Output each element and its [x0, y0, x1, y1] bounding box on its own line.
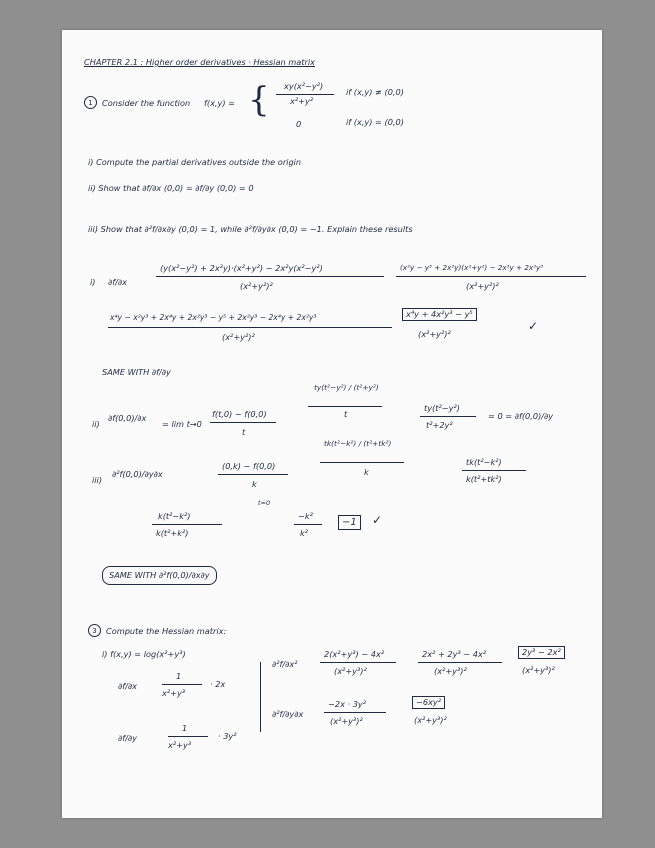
p3-d2x-lhs: ∂²f/∂x² [272, 659, 298, 669]
sol-iii-frac1-den: k [252, 479, 257, 489]
fraction-bar [168, 736, 208, 737]
sol-ii-frac3-num: ty(t²−y²) [424, 403, 460, 413]
sol-iii-line2-den: k(t²+k²) [156, 528, 189, 538]
same-with-note-2: SAME WITH ∂²f(0,0)/∂x∂y [102, 566, 217, 585]
fraction-bar [276, 94, 334, 95]
fraction-bar [320, 462, 404, 463]
sol-ii-frac1-den: t [242, 427, 246, 437]
p3-dyx-result-den: (x²+y³)² [414, 715, 447, 725]
p3-dfdx-num: 1 [176, 671, 182, 681]
sol-i-line1-rhs-num: (x²y − y³ + 2x²y)(x²+y²) − 2x³y + 2x²y³ [400, 263, 544, 272]
p3-dfdy-den: x²+y³ [168, 740, 192, 750]
sol-iii-frac3-num: tk(t²−k²) [466, 457, 502, 467]
page-title: CHAPTER 2.1 : Higher order derivatives · Hessian matrix [84, 57, 315, 67]
p3-d2x-result-num: 2y³ − 2x² [518, 646, 565, 659]
sol-i-line1-rhs-den: (x²+y²)² [466, 281, 499, 291]
p3-dfdx-tail: · 2x [210, 679, 226, 689]
sol-ii-frac3-den: t²+2y² [426, 420, 453, 430]
problem-number: 3 [88, 624, 101, 637]
sol-iii-line2-num2: −k² [298, 511, 313, 521]
divider [260, 662, 261, 732]
fraction-bar [294, 524, 322, 525]
sol-i-boxed-den: (x²+y²)² [418, 329, 451, 339]
sol-iii-line2-den2: k² [300, 528, 309, 538]
problem3-part-i: i) f(x,y) = log(x²+y³) [102, 649, 186, 659]
part-iii-text: iii) Show that ∂²f/∂x∂y (0,0) = 1, while ∂²f/∂y∂x (0,0) = −1. Explain these results [88, 224, 413, 234]
fraction-bar [420, 416, 476, 417]
p3-dyx-result-num: −6xy² [412, 696, 445, 709]
case2-condition: if (x,y) = (0,0) [346, 117, 404, 127]
sol-ii-frac2-den: t [344, 409, 348, 419]
case1-denominator: x²+y² [290, 96, 314, 106]
sol-iii-frac2-num: tk(t²−k²) / (t²+tk²) [324, 439, 392, 448]
p3-dfdy-lhs: ∂f/∂y [118, 733, 137, 743]
p3-dyx-num: −2x · 3y² [328, 699, 367, 709]
p3-dyx-den: (x²+y³)² [330, 716, 363, 726]
sol-iii-label: iii) [92, 475, 103, 485]
fraction-bar [218, 474, 288, 475]
sol-i-label: i) [90, 277, 96, 287]
p3-d2x-mid-den: (x²+y³)² [434, 666, 467, 676]
sol-i-line2-num: x⁴y − x²y³ + 2x⁴y + 2x²y³ − y⁵ + 2x²y³ − 2x⁴y + 2x²y³ [110, 313, 317, 322]
sol-i-line1-den: (x²+y²)² [240, 281, 273, 291]
same-with-note: SAME WITH ∂f/∂y [102, 367, 171, 377]
sol-iii-frac1-num: (0,k) − f(0,0) [222, 461, 276, 471]
fraction-bar [418, 662, 502, 663]
p3-dfdx-den: x²+y³ [162, 688, 186, 698]
p3-dfdx-lhs: ∂f/∂x [118, 681, 137, 691]
p3-dfdy-tail: · 3y² [218, 731, 237, 741]
p3-dyx-lhs: ∂²f/∂y∂x [272, 709, 304, 719]
fraction-bar [324, 712, 386, 713]
check-mark: ✓ [528, 319, 539, 333]
sol-iii-result-box: −1 [338, 515, 361, 530]
part-i-text: i) Compute the partial derivatives outside the origin [88, 157, 302, 167]
p3-d2x-mid-num: 2x² + 2y³ − 4x² [422, 649, 487, 659]
case1-numerator: xy(x²−y²) [284, 81, 324, 91]
check-mark: ✓ [372, 513, 383, 527]
case2-value: 0 [296, 119, 302, 129]
notebook-page [62, 30, 602, 818]
sol-iii-line2-mid: t=0 [258, 499, 271, 507]
sol-iii-lhs: ∂²f(0,0)/∂y∂x [112, 469, 163, 479]
function-lhs: f(x,y) = [204, 98, 236, 108]
fraction-bar [320, 662, 396, 663]
sol-ii-frac2-num: ty(t²−y²) / (t²+y²) [314, 383, 379, 392]
fraction-bar [308, 406, 382, 407]
sol-i-line1-num: (y(x²−y²) + 2x²y)·(x²+y²) − 2x²y(x²−y²) [160, 263, 323, 273]
sol-ii-lim: = lim t→0 [162, 419, 202, 429]
sol-ii-label: ii) [92, 419, 100, 429]
fraction-bar [152, 524, 222, 525]
fraction-bar [396, 276, 586, 277]
sol-i-line2-den: (x²+y²)² [222, 332, 255, 342]
fraction-bar [210, 422, 276, 423]
part-ii-text: ii) Show that ∂f/∂x (0,0) = ∂f/∂y (0,0) = 0 [88, 183, 254, 193]
p3-dfdy-num: 1 [182, 723, 188, 733]
fraction-bar [156, 276, 384, 277]
problem3-intro: Compute the Hessian matrix: [106, 626, 227, 636]
sol-iii-frac3-den: k(t²+tk²) [466, 474, 502, 484]
sol-i-dfdx: ∂f/∂x [108, 277, 127, 287]
p3-d2x-result-den: (x²+y³)² [522, 665, 555, 675]
sol-i-boxed-num: x⁴y + 4x²y³ − y⁵ [402, 308, 477, 321]
problem-intro: Consider the function [102, 98, 191, 108]
sol-ii-lhs: ∂f(0,0)/∂x [108, 413, 147, 423]
case-brace: { [248, 80, 270, 120]
p3-d2x-num: 2(x²+y³) − 4x² [324, 649, 385, 659]
fraction-bar [462, 470, 526, 471]
fraction-bar [108, 327, 392, 328]
p3-d2x-den: (x²+y³)² [334, 666, 367, 676]
sol-ii-frac1-num: f(t,0) − f(0,0) [212, 409, 267, 419]
case1-condition: if (x,y) ≠ (0,0) [346, 87, 404, 97]
sol-ii-result: = 0 = ∂f(0,0)/∂y [488, 411, 554, 421]
sol-iii-line2-num: k(t²−k²) [158, 511, 191, 521]
fraction-bar [162, 684, 202, 685]
sol-iii-frac2-den: k [364, 467, 369, 477]
problem-number: 1 [84, 96, 97, 109]
